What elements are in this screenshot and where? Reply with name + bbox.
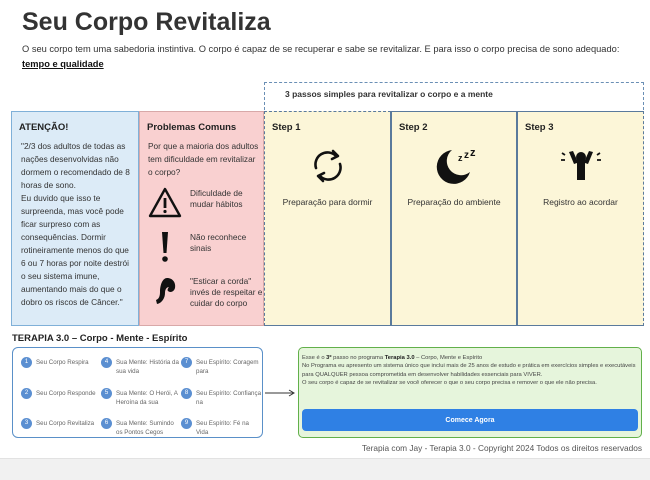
exclamation-icon	[148, 230, 182, 264]
step-2-label: Preparação do ambiente	[407, 197, 501, 207]
step-3-title: Step 3	[525, 122, 554, 133]
step-1-label: Preparação para dormir	[282, 197, 373, 207]
module-number: 2	[21, 388, 32, 399]
module-number: 9	[181, 418, 192, 429]
module-label: Sua Mente: Sumindo os Pontos Cegos	[116, 420, 174, 436]
module-number: 3	[21, 418, 32, 429]
module-number: 8	[181, 388, 192, 399]
page-title: Seu Corpo Revitaliza	[22, 8, 271, 36]
svg-text:z: z	[464, 150, 469, 161]
atencao-title: ATENÇÃO!	[19, 122, 69, 133]
module-label: Sua Mente: O Herói, A Heroína da sua	[116, 390, 178, 406]
atencao-panel	[11, 111, 139, 326]
module-label: Seu Espírito: Confiança na	[196, 390, 262, 406]
cta-intro-line: Esse é o 3º passo no programa Terapia 3.0 – Corpo, Mente e Espírito	[302, 355, 483, 361]
problem-text: "Esticar a corda" invés de respeitar e cuidar do corpo	[190, 276, 263, 308]
steps-header-title: 3 passos simples para revitalizar o corpo e a mente	[285, 89, 493, 99]
step-3-panel	[517, 111, 644, 326]
warning-icon	[148, 186, 182, 220]
refresh-cycle-icon	[308, 146, 348, 186]
svg-text:z: z	[458, 153, 463, 163]
footer-copyright: Terapia com Jay - Terapia 3.0 - Copyright 2024 Todos os direitos reservados	[361, 443, 642, 453]
terapia-title: TERAPIA 3.0 – Corpo - Mente - Espírito	[12, 333, 188, 344]
step-3-label: Registro ao acordar	[543, 197, 618, 207]
module-number: 4	[101, 357, 112, 368]
muscle-arm-icon	[148, 274, 182, 308]
module-label: Seu Corpo Revitaliza	[36, 420, 95, 427]
problem-text: Não reconhece sinais	[190, 232, 247, 253]
module-number: 5	[101, 388, 112, 399]
step-2-panel	[391, 111, 517, 326]
intro-text	[22, 42, 622, 72]
steps-header-box	[264, 82, 644, 110]
problemas-question: Por que a maioria dos adultos tem dificuldade em revitalizar o corpo?	[148, 141, 259, 177]
atencao-text: "2/3 dos adultos de todas as nações desenvolvidas não dormem o recomendado de 8 horas de sono. Eu duvido que isso te surpreenda, mas você pode ficar surpreso com as consequências. Dormir rotineiramente menos do que 6 ou 7 horas por noite destrói o seu sistema imune, aumentando mais do que o dobro os riscos de Câncer."	[21, 141, 130, 307]
intro-body: O seu corpo tem uma sabedoria instintiva. O corpo é capaz de se recuperar e sabe se revitalizar. E para isso o corpo precisa de sono adequado:	[22, 44, 620, 54]
module-number: 6	[101, 418, 112, 429]
module-label: Seu Espírito: Coragem para	[196, 359, 259, 375]
moon-sleep-icon	[432, 146, 476, 186]
step-2-title: Step 2	[399, 122, 428, 133]
module-label: Sua Mente: História da sua vida	[116, 359, 179, 375]
module-label: Seu Corpo Responde	[36, 390, 96, 397]
module-label: Seu Espírito: Fé na Vida	[196, 420, 249, 436]
problem-text: Dificuldade de mudar hábitos	[190, 188, 243, 209]
module-number: 1	[21, 357, 32, 368]
svg-text:z: z	[470, 147, 476, 159]
module-number: 7	[181, 357, 192, 368]
module-label: Seu Corpo Respira	[36, 359, 89, 366]
terapia-modules-box	[12, 347, 263, 438]
comece-agora-button[interactable]: Comece Agora	[302, 409, 638, 431]
problemas-panel	[139, 111, 264, 326]
cta-text	[302, 354, 638, 387]
cta-paragraph-2: O seu corpo é capaz de se revitalizar se você oferecer o que o seu corpo precisa e remover o que ele não precisa.	[302, 379, 597, 386]
cta-paragraph: No Programa eu apresento um sistema único que inclui mais de 25 anos de estudo e prática em exercícios simples e executáveis para QUALQUER pessoa comprometida em desenvolver habilidades essenciais para VIVER.	[302, 363, 636, 378]
person-awake-icon	[561, 146, 601, 186]
intro-link-tempo-qualidade[interactable]: tempo e qualidade	[22, 59, 104, 69]
step-1-title: Step 1	[272, 122, 301, 133]
problemas-title: Problemas Comuns	[147, 122, 237, 133]
bottom-bar	[0, 458, 650, 480]
cta-box	[298, 347, 642, 438]
arrow-right-icon	[264, 388, 296, 398]
step-1-panel	[264, 111, 391, 326]
